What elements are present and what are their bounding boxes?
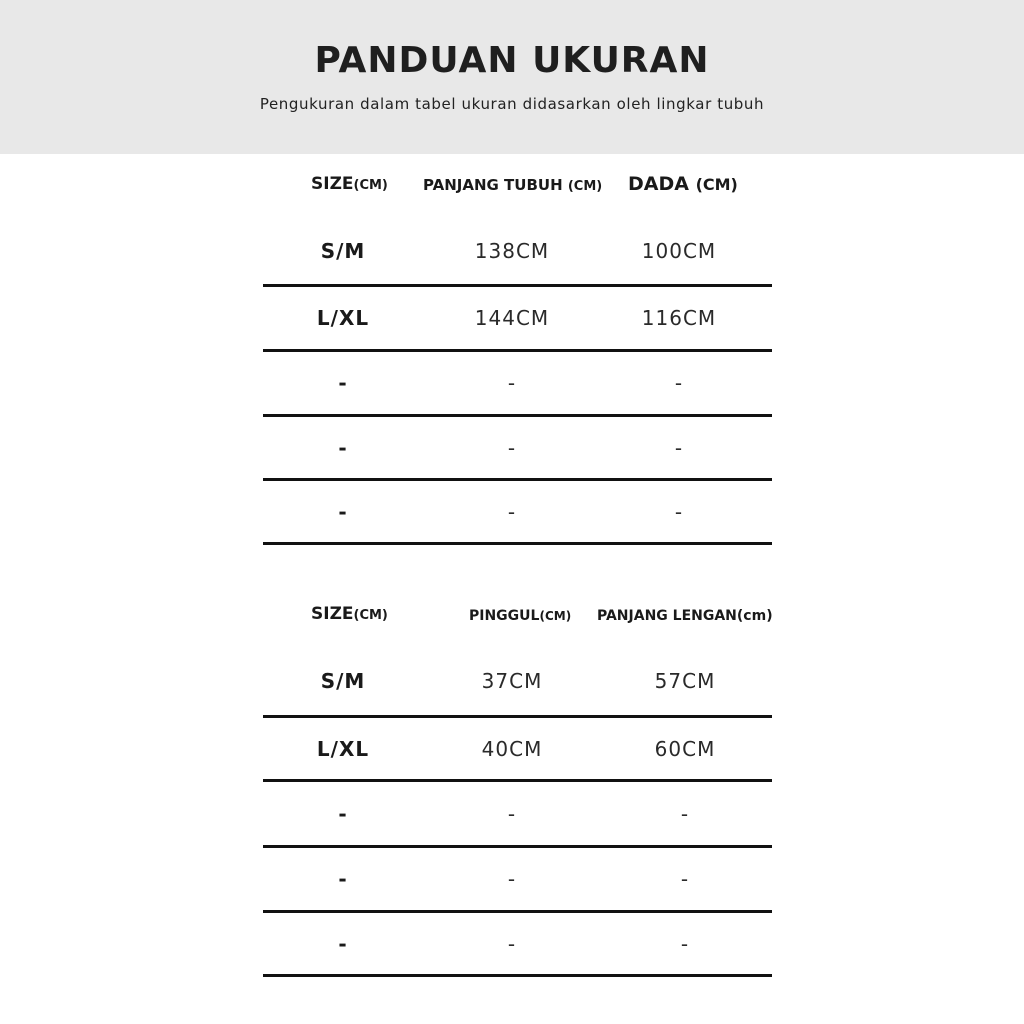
value-cell: - [507,801,517,826]
value-cell: - [680,931,690,956]
table-header [263,160,772,220]
size-table-hip-sleeve [263,590,772,978]
column-header-hip: PINGGUL(CM) [469,608,572,624]
value-cell: 138CM [474,239,550,263]
value-cell: - [680,801,690,826]
table-row [263,913,772,974]
table-row [263,648,772,714]
row-divider [263,974,772,977]
value-cell: - [507,371,517,395]
value-cell: 60CM [654,737,716,761]
column-header-size: SIZE(CM) [311,604,388,624]
value-cell: 144CM [474,306,550,330]
page-subtitle: Pengukuran dalam tabel ukuran didasarkan oleh lingkar tubuh [259,95,765,113]
row-divider [263,542,772,545]
value-cell: - [680,867,690,891]
table-row [263,782,772,845]
value-cell: 37CM [481,669,543,693]
value-cell: - [507,931,517,956]
size-cell: - [338,931,348,956]
table-row [263,352,772,414]
size-cell: - [338,436,348,460]
size-cell: S/M [320,239,366,263]
value-cell: 57CM [654,669,716,693]
value-cell: 116CM [641,306,717,330]
size-cell: L/XL [316,737,370,761]
size-cell: S/M [320,669,366,693]
size-cell: - [338,801,348,826]
table-header [263,590,772,650]
table-row [263,417,772,479]
size-cell: - [338,500,348,524]
table-row [263,848,772,910]
size-cell: - [338,371,348,395]
table-row [263,218,772,284]
header-banner [0,0,1024,154]
value-cell: 40CM [481,737,543,761]
table-row [263,718,772,780]
size-cell: L/XL [316,306,370,330]
value-cell: 100CM [641,239,717,263]
value-cell: - [507,436,517,460]
column-header-sleeve-length: PANJANG LENGAN(cm) [597,608,773,624]
column-header-body-length: PANJANG TUBUH (CM) [423,176,603,194]
value-cell: - [674,500,684,524]
table-row [263,481,772,543]
value-cell: - [507,500,517,524]
column-header-size: SIZE(CM) [311,174,388,194]
size-cell: - [338,867,348,891]
value-cell: - [674,436,684,460]
table-row [263,287,772,349]
value-cell: - [507,867,517,891]
column-header-chest: DADA (CM) [628,173,738,195]
size-table-body-chest [263,160,772,546]
value-cell: - [674,371,684,395]
page-title: PANDUAN UKURAN [314,40,710,81]
